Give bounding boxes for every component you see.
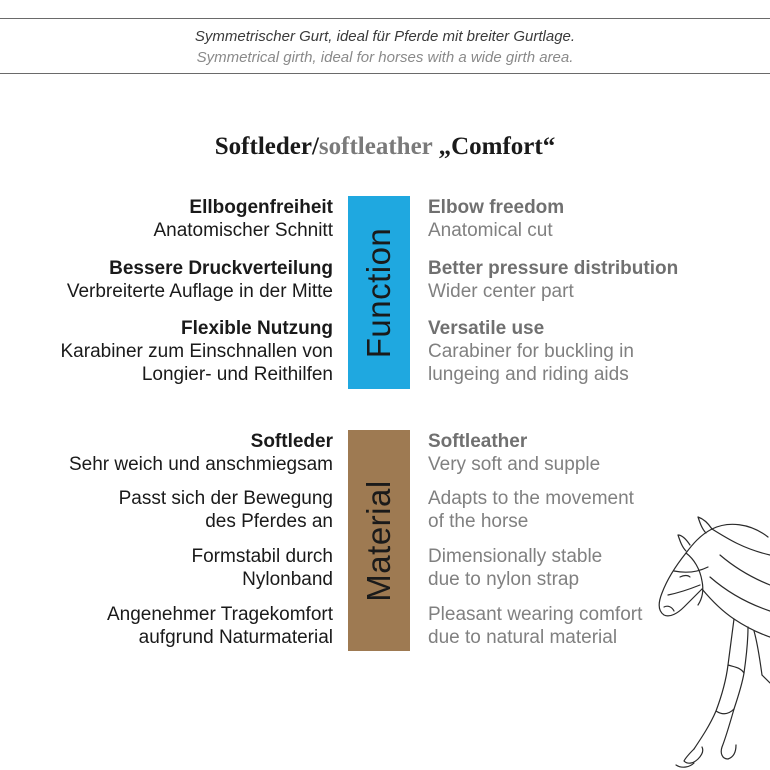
material-feature-en (428, 430, 600, 476)
feature-en (428, 317, 634, 386)
feature-title: Ellbogenfreiheit (189, 197, 333, 218)
feature-desc: Pleasant wearing comfort (428, 604, 643, 625)
feature-desc: Sehr weich und anschmiegsam (68, 454, 333, 475)
feature-en (428, 257, 678, 303)
feature-desc: Carabiner for buckling in (428, 341, 634, 362)
feature-desc: Anatomischer Schnitt (153, 220, 333, 241)
feature-title: Elbow freedom (428, 197, 565, 218)
feature-title: Flexible Nutzung (181, 318, 333, 339)
feature-de (153, 196, 333, 242)
feature-desc: Passt sich der Bewegung (118, 488, 333, 509)
feature-desc: des Pferdes an (205, 511, 333, 532)
material-feature-de (107, 603, 333, 649)
material-label: Material (360, 479, 397, 602)
banner-text-en: Symmetrical girth, ideal for horses with a wide girth area. (196, 49, 574, 66)
material-feature-de (119, 487, 333, 533)
title-softleather: softleather (318, 133, 433, 160)
feature-desc: due to nylon strap (428, 569, 580, 590)
feature-desc: of the horse (428, 511, 529, 532)
feature-desc: Formstabil durch (191, 546, 333, 567)
feature-title: Versatile use (428, 318, 545, 339)
function-bar (348, 196, 410, 389)
product-title (0, 133, 770, 161)
feature-en (428, 196, 564, 242)
feature-desc: due to natural material (428, 627, 618, 648)
intro-banner (0, 18, 770, 74)
feature-desc: aufgrund Naturmaterial (138, 627, 333, 648)
feature-desc: Nylonband (242, 569, 333, 590)
material-feature-en (428, 487, 634, 533)
horse-sketch-icon (650, 515, 770, 770)
feature-desc: Longier- und Reithilfen (141, 364, 333, 385)
feature-desc: Karabiner zum Einschnallen von (60, 341, 333, 362)
feature-title: Better pressure distribution (428, 258, 679, 279)
feature-title: Bessere Druckverteilung (109, 258, 333, 279)
feature-title: Softleder (250, 431, 333, 452)
material-feature-de (69, 430, 333, 476)
feature-desc: lungeing and riding aids (428, 364, 629, 385)
feature-title: Softleather (428, 431, 528, 452)
title-comfort: „Comfort“ (432, 133, 556, 160)
banner-text-de: Symmetrischer Gurt, ideal für Pferde mit breiter Gurtlage. (194, 28, 576, 45)
feature-desc: Very soft and supple (428, 454, 601, 475)
material-bar (348, 430, 410, 651)
title-softleder: Softleder/ (214, 133, 319, 160)
feature-desc: Dimensionally stable (428, 546, 603, 567)
feature-desc: Angenehmer Tragekomfort (106, 604, 333, 625)
feature-desc: Adapts to the movement (428, 488, 634, 509)
feature-desc: Anatomical cut (428, 220, 553, 241)
material-feature-en (428, 545, 602, 591)
material-feature-en (428, 603, 642, 649)
function-label: Function (360, 227, 397, 358)
feature-de (61, 317, 334, 386)
feature-de (67, 257, 333, 303)
feature-desc: Verbreiterte Auflage in der Mitte (66, 281, 333, 302)
material-feature-de (192, 545, 334, 591)
feature-desc: Wider center part (428, 281, 574, 302)
